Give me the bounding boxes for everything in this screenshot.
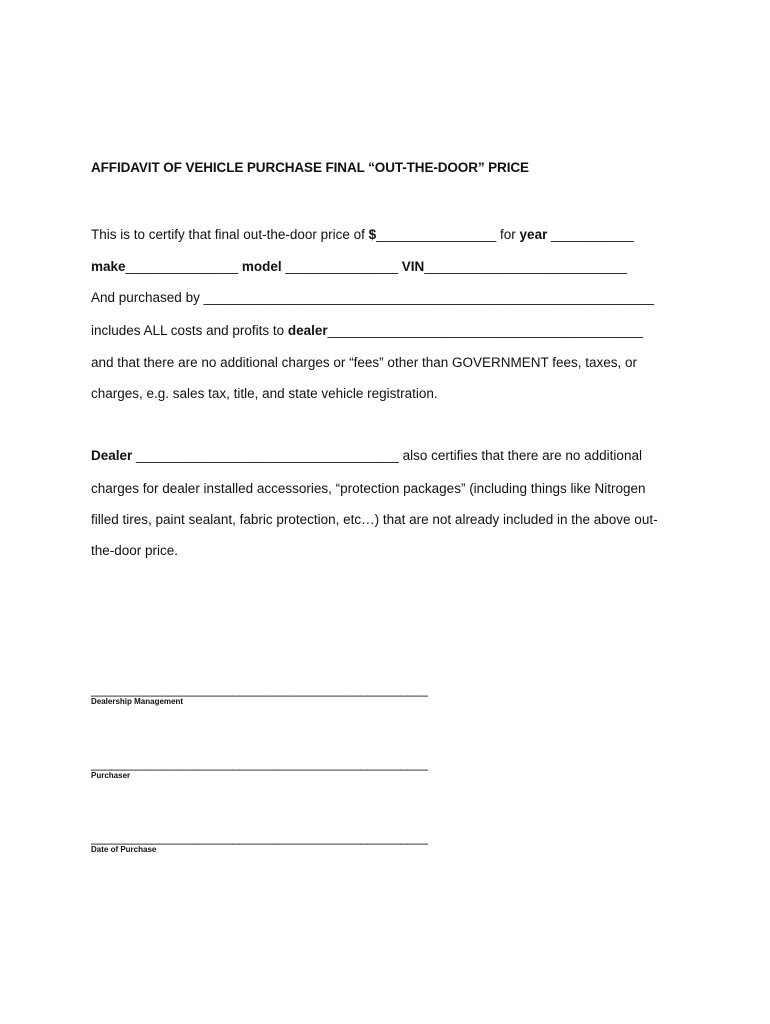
protection-line: filled tires, paint sealant, fabric protection, etc…) that are not already included in the above out-: [91, 512, 658, 527]
for-text: for: [496, 227, 520, 242]
model-blank: _______________: [281, 259, 402, 274]
accessories-line: charges for dealer installed accessories, “protection packages” (including things like Nitrogen: [91, 481, 646, 496]
dealer-costs-line: [91, 323, 643, 339]
dealer-certifies-line: [91, 448, 642, 464]
year-label: year: [519, 227, 548, 242]
vehicle-details-line: [91, 259, 627, 275]
government-charges-line: charges, e.g. sales tax, title, and state vehicle registration.: [91, 386, 438, 401]
dollar-sign: $: [368, 227, 377, 242]
includes-text: includes ALL costs and profits to: [91, 323, 288, 338]
year-blank: ___________: [547, 227, 634, 242]
signature-date: [91, 831, 428, 854]
make-blank: _______________: [125, 259, 242, 274]
model-label: model: [241, 259, 282, 274]
dealer-certifies-text: ___________________________________ also certifies that there are no additional: [132, 448, 642, 463]
additional-charges-line: and that there are no additional charges or “fees” other than GOVERNMENT fees, taxes, or: [91, 355, 638, 370]
vin-label: VIN: [401, 259, 425, 274]
dealer-label: dealer: [287, 323, 328, 338]
signature-line: __________________________________________________: [91, 830, 428, 845]
signature-label: Purchaser: [91, 771, 131, 780]
signature-line: __________________________________________________: [91, 756, 428, 771]
door-price-line: the-door price.: [91, 543, 179, 558]
signature-line: __________________________________________________: [91, 682, 428, 697]
certify-price-line: [91, 227, 634, 243]
certify-text: This is to certify that final out-the-door price of: [91, 227, 369, 242]
signature-label: Dealership Management: [91, 697, 184, 706]
price-blank: ________________: [376, 227, 497, 242]
signature-purchaser: [91, 757, 428, 780]
make-label: make: [91, 259, 126, 274]
purchased-by-line: And purchased by ____________________________________________________________: [91, 290, 655, 305]
dealer-blank: __________________________________________: [327, 323, 643, 338]
document-title: AFFIDAVIT OF VEHICLE PURCHASE FINAL “OUT-THE-DOOR” PRICE: [91, 160, 529, 175]
dealer-heading: Dealer: [91, 448, 133, 463]
signature-label: Date of Purchase: [91, 845, 157, 854]
signature-dealership: [91, 683, 428, 706]
vin-blank: ___________________________: [424, 259, 628, 274]
